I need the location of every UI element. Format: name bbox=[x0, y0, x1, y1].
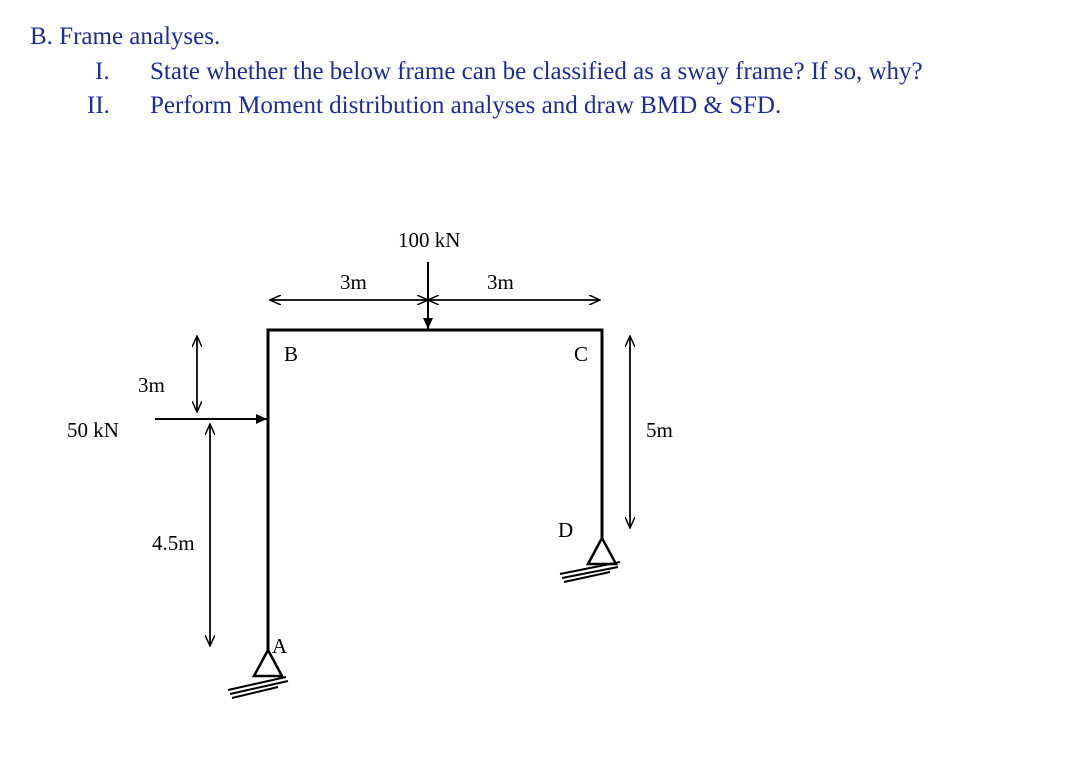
question-1-text: State whether the below frame can be classified as a sway frame? If so, why? bbox=[150, 58, 923, 85]
question-2-text: Perform Moment distribution analyses and draw BMD & SFD. bbox=[150, 92, 782, 119]
span-left-label: 3m bbox=[340, 270, 367, 294]
question-1-number: I. bbox=[95, 58, 110, 85]
span-right-label: 3m bbox=[487, 270, 514, 294]
load-top-label: 100 kN bbox=[398, 228, 461, 252]
section-heading: B. Frame analyses. bbox=[30, 23, 221, 50]
joint-a-label: A bbox=[272, 634, 288, 658]
support-d-pin-icon bbox=[560, 538, 620, 582]
frame-members bbox=[268, 330, 602, 650]
dim-upper-left-label: 3m bbox=[138, 373, 165, 397]
joint-d-label: D bbox=[558, 518, 574, 542]
joint-b-label: B bbox=[284, 342, 299, 366]
question-2-number: II. bbox=[87, 92, 110, 119]
dim-right-label: 5m bbox=[646, 418, 673, 442]
load-left-label: 50 kN bbox=[67, 418, 119, 442]
joint-c-label: C bbox=[574, 342, 589, 366]
dim-lower-left-label: 4.5m bbox=[152, 531, 195, 555]
